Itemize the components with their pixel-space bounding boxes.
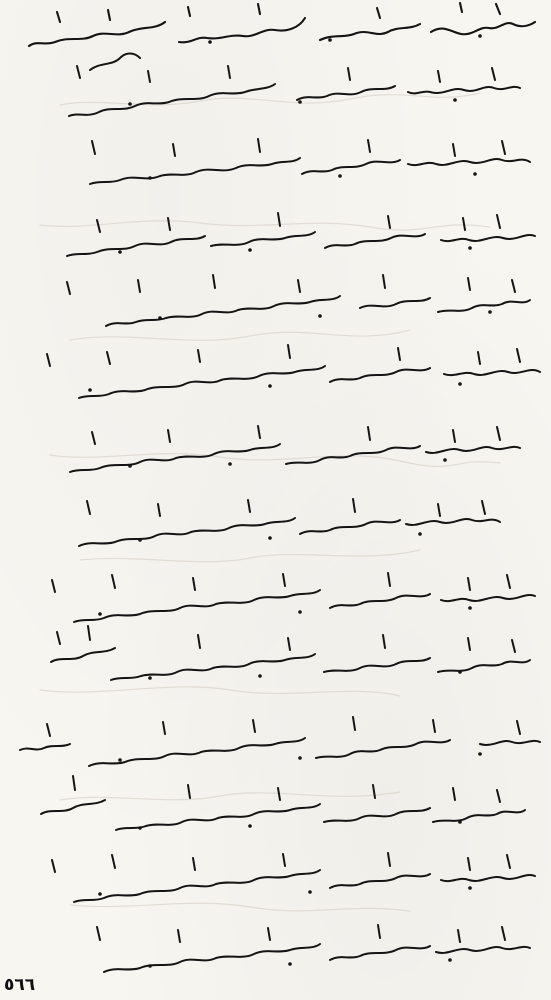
manuscript-line-8	[79, 499, 500, 546]
manuscript-line-13	[52, 853, 535, 902]
manuscript-line-5	[67, 275, 530, 326]
manuscript-line-1	[29, 3, 535, 46]
page-number: ٥٦٦	[4, 975, 36, 995]
manuscript-line-12	[41, 776, 525, 830]
manuscript-line-11	[20, 717, 540, 766]
manuscript-line-3	[90, 139, 530, 184]
manuscript-line-6	[47, 345, 540, 398]
manuscript-line-9	[52, 573, 535, 622]
manuscript-line-4	[67, 213, 535, 256]
manuscript-line-2	[69, 54, 520, 117]
manuscript-line-14	[97, 925, 530, 972]
manuscript-line-7	[70, 426, 520, 472]
manuscript-line-10	[51, 626, 530, 680]
